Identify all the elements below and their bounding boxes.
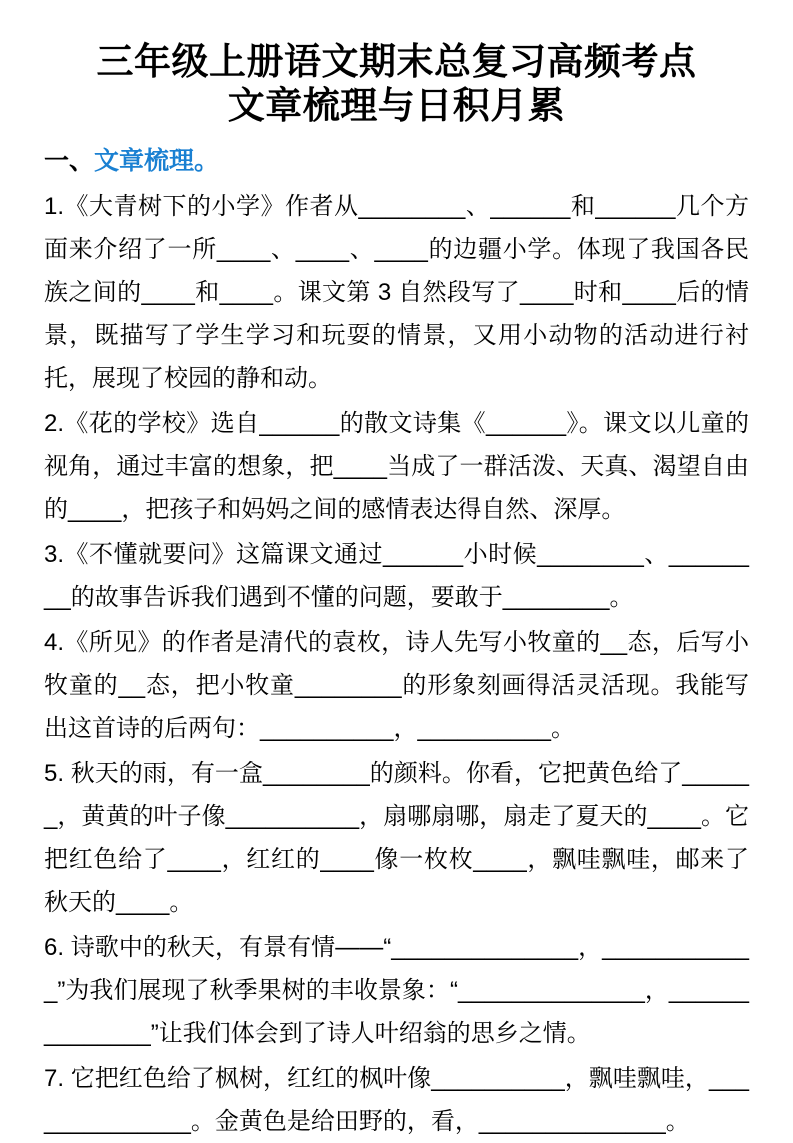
section-heading: 文章梳理。: [94, 146, 220, 175]
worksheet-item-6: 6. 诗歌中的秋天，有景有情——“______________，____________”为我们展现了秋季果树的丰收景象：“______________，______________”让我们体会到了诗人叶绍翁的思乡之情。: [44, 934, 749, 1048]
title-line-1: 三年级上册语文期末总复习高频考点: [96, 41, 697, 82]
section-number: 一、: [44, 146, 95, 175]
title-line-2: 文章梳理与日积月累: [227, 85, 566, 127]
section-header: [44, 145, 749, 178]
worksheet-item-3: 3.《不懂就要问》这篇课文通过______小时候________、________的故事告诉我们遇到不懂的问题，要敢于________。: [44, 541, 749, 612]
worksheet-item-4: 4.《所见》的作者是清代的袁枚，诗人先写小牧童的__态，后写小牧童的__态，把小牧童________的形象刻画得活灵活现。我能写出这首诗的后两句：__________，__________。: [44, 629, 749, 743]
page-title: [44, 40, 749, 129]
worksheet-item-1: 1.《大青树下的小学》作者从________、______和______几个方面来介绍了一所____、____、____的边疆小学。体现了我国各民族之间的____和____。课文第 3 自然段写了____时和____后的情景，既描写了学生学习和玩耍的情景，又用小动物的活动进行衬托，展现了校园的静和动。: [44, 193, 749, 393]
worksheet-item-7: 7. 它把红色给了枫树，红红的枫叶像__________，飘哇飘哇，______________。金黄色是给田野的，看，______________。: [44, 1065, 749, 1136]
worksheet-item-2: 2.《花的学校》选自______的散文诗集《______》。课文以儿童的视角，通过丰富的想象，把____当成了一群活泼、天真、渴望自由的____，把孩子和妈妈之间的感情表达得自然、深厚。: [44, 410, 749, 524]
worksheet-item-5: 5. 秋天的雨，有一盒________的颜料。你看，它把黄色给了______，黄黄的叶子像__________，扇哪扇哪，扇走了夏天的____。它把红色给了____，红红的____像一枚枚____，飘哇飘哇，邮来了秋天的____。: [44, 760, 749, 917]
